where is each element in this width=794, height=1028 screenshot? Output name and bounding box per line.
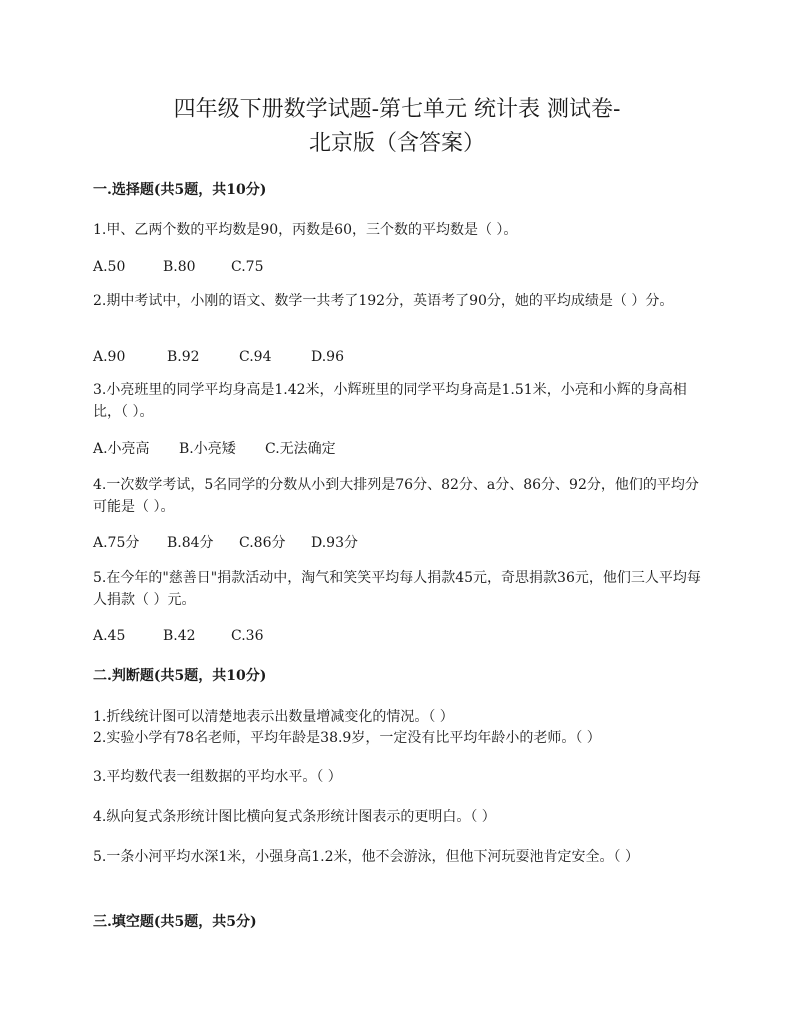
section-heading-judgment: 二.判断题(共5题，共10分) (93, 668, 267, 684)
option-b: B.80 (163, 259, 196, 275)
choice-options-1 (93, 257, 263, 277)
option-d: D.96 (311, 349, 344, 365)
document-title-line1: 四年级下册数学试题-第七单元 统计表 测试卷- (173, 97, 621, 122)
option-a: A.90 (93, 349, 126, 365)
judgment-question-1: 1.折线统计图可以清楚地表示出数量增减变化的情况。（ ） (93, 709, 454, 725)
option-c: C.无法确定 (265, 441, 336, 457)
option-b: B.84分 (167, 535, 214, 551)
choice-question-3: 3.小亮班里的同学平均身高是1.42米，小辉班里的同学平均身高是1.51米，小亮和小辉的身高相比，（ ）。 (93, 382, 687, 420)
choice-options-5 (93, 626, 263, 646)
choice-options-3 (93, 439, 336, 459)
section-heading-choice: 一.选择题(共5题，共10分) (93, 182, 267, 198)
choice-question-4: 4.一次数学考试，5名同学的分数从小到大排列是76分、82分、a分、86分、92分，他们的平均分可能是（ ）。 (93, 477, 699, 515)
option-b: B.42 (163, 628, 196, 644)
document-title-line2: 北京版（含答案） (308, 131, 485, 156)
judgment-question-4: 4.纵向复式条形统计图比横向复式条形统计图表示的更明白。（ ） (93, 809, 496, 825)
option-d: D.93分 (311, 535, 358, 551)
option-b: B.小亮矮 (179, 441, 236, 457)
option-a: A.45 (93, 628, 126, 644)
choice-question-1: 1.甲、乙两个数的平均数是90，丙数是60，三个数的平均数是（ ）。 (93, 222, 518, 238)
choice-question-2: 2.期中考试中，小刚的语文、数学一共考了192分，英语考了90分，她的平均成绩是（ ）分。 (93, 293, 674, 309)
option-c: C.86分 (239, 535, 286, 551)
option-c: C.36 (231, 628, 264, 644)
option-a: A.50 (93, 259, 126, 275)
choice-options-2 (93, 347, 344, 367)
judgment-question-3: 3.平均数代表一组数据的平均水平。（ ） (93, 769, 342, 785)
judgment-question-2: 2.实验小学有78名老师，平均年龄是38.9岁，一定没有比平均年龄小的老师。（ ） (93, 730, 601, 746)
choice-question-5: 5.在今年的"慈善日"捐款活动中，淘气和笑笑平均每人捐款45元，奇思捐款36元，他们三人平均每人捐款（ ）元。 (93, 570, 701, 608)
judgment-question-5: 5.一条小河平均水深1米，小强身高1.2米，他不会游泳，但他下河玩耍池肯定安全。（ ） (93, 849, 639, 865)
option-a: A.75分 (93, 535, 140, 551)
section-heading-fill-blank: 三.填空题(共5题，共5分) (93, 914, 257, 930)
option-c: C.94 (239, 349, 272, 365)
option-a: A.小亮高 (93, 441, 150, 457)
option-b: B.92 (167, 349, 200, 365)
option-c: C.75 (231, 259, 264, 275)
choice-options-4 (93, 533, 358, 553)
